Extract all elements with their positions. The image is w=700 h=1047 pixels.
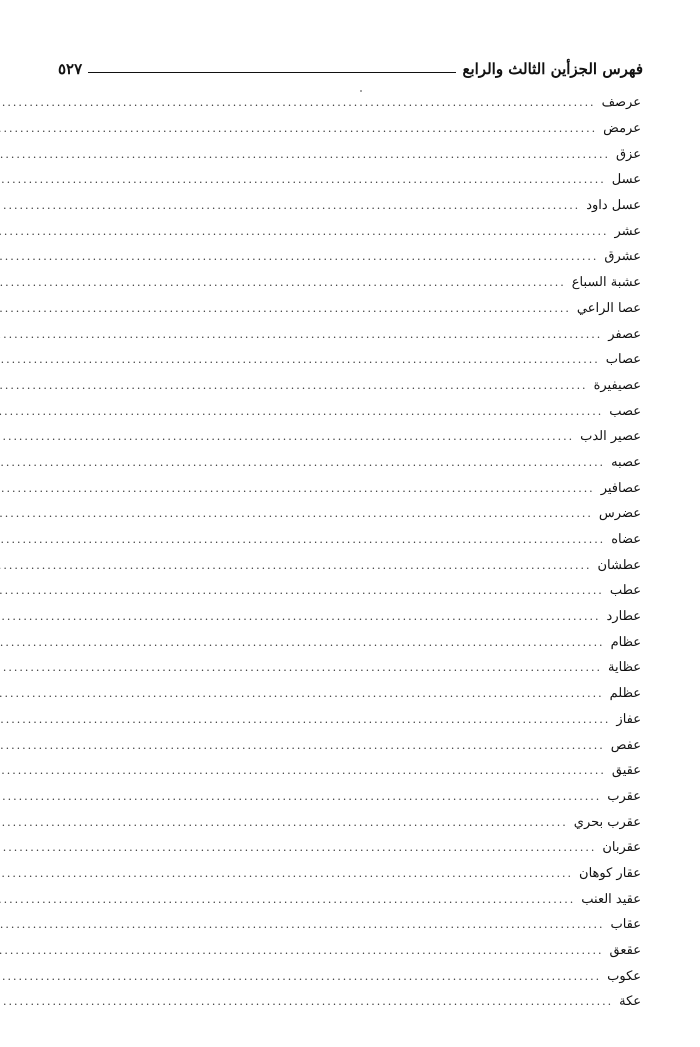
entry-name: عصبه [611,454,641,470]
dot-leader [0,302,574,315]
entry-name: عضرس [598,506,641,522]
entry-name: عصيفيرة [593,377,641,393]
entry-name: عرمض [603,121,641,137]
entry-name: عفاز [616,711,641,727]
index-columns [58,90,643,1010]
entry-name: عصب [609,403,641,419]
header-title: فهرس الجزأين الثالث والرابع [462,60,643,78]
entry-name: عصفر [608,326,641,342]
entry-name: عصا الراعي [576,300,641,316]
entry-name: عزق [615,146,641,162]
entry-name: عقرب [607,788,641,804]
entry-name: عكة [619,994,641,1010]
entry-name: عظلم [609,686,641,702]
entry-name: عصاب [605,352,641,368]
index-entry [0,784,641,810]
index-entry [0,373,641,399]
index-entry [0,578,641,604]
dot-leader [0,276,569,289]
dot-leader [0,148,613,161]
dot-leader [0,918,607,931]
dot-leader [0,430,577,443]
index-entry [0,475,641,501]
index-entry [0,321,641,347]
dot-leader [0,456,608,469]
entry-name: عطب [609,583,641,599]
index-entry [0,604,641,630]
index-entry [0,732,641,758]
entry-name: عقربان [602,840,641,856]
dot-leader [0,328,605,341]
entry-name: عقعق [609,943,641,959]
dot-leader [0,405,606,418]
index-entry [0,270,641,296]
dot-leader [0,944,607,957]
index-entry [0,707,641,733]
index-entry [0,450,641,476]
dot-leader [0,559,594,572]
index-entry [0,116,641,142]
dot-leader [0,610,604,623]
index-column-1 [0,90,643,1010]
index-entry [0,424,641,450]
entry-name: عسل [611,172,641,188]
dot-leader [0,507,596,520]
index-entry [0,244,641,270]
index-entry [0,552,641,578]
dot-leader [0,636,608,649]
index-entry [0,835,641,861]
entry-name: عضاه [611,532,641,548]
index-entry [0,963,641,989]
entry-name: عقيد العنب [581,891,641,907]
dot-leader [0,893,578,906]
entry-name: عطارد [606,609,641,625]
entry-name: عقيق [611,763,641,779]
page-number: ٥٢٧ [58,60,83,78]
index-entry [0,809,641,835]
dot-leader [0,122,600,135]
dot-leader [0,225,611,238]
dot-leader [0,353,603,366]
dot-leader [0,661,605,674]
entry-name: عشرق [604,249,641,265]
dot-leader [0,867,576,880]
entry-name: عشر [614,223,641,239]
dot-leader [0,764,609,777]
dot-leader [0,96,599,109]
index-entry [0,398,641,424]
index-entry [0,989,641,1015]
index-entry [0,296,641,322]
entry-name: عصافير [600,480,641,496]
index-entry [0,167,641,193]
index-entry [0,501,641,527]
dot-leader [0,790,604,803]
dot-leader [0,739,608,752]
running-header [58,52,643,78]
entry-name: عظام [610,634,641,650]
entry-name: عشبة السباع [571,275,641,291]
index-entry [0,681,641,707]
dot-leader [0,199,583,212]
dot-leader [0,173,609,186]
index-entry [0,629,641,655]
entry-name: عظاية [608,660,641,676]
entry-name: عفص [610,737,641,753]
index-entry [0,90,641,116]
index-entry [0,758,641,784]
index-page [58,52,643,1010]
entry-name: عطشان [597,557,641,573]
dot-leader [0,379,591,392]
index-entry [0,886,641,912]
index-entry [0,141,641,167]
index-entry [0,527,641,553]
index-entry [0,193,641,219]
entry-name: عرصف [601,95,641,111]
dot-leader [0,841,599,854]
dot-leader [0,995,616,1008]
dot-leader [0,584,607,597]
index-entry [0,347,641,373]
entry-name: عقار كوهان [579,865,641,881]
index-entry [0,938,641,964]
entry-name: عكوب [607,968,641,984]
dot-leader [0,970,604,983]
index-entry [0,655,641,681]
index-entry [0,912,641,938]
dot-leader [0,816,571,829]
dot-leader [0,250,601,263]
index-entry [0,218,641,244]
dot-leader [0,533,608,546]
entry-name: عسل داود [586,198,641,214]
dot-leader [0,482,598,495]
dot-leader [0,687,607,700]
dot-leader [0,713,613,726]
entry-name: عقاب [610,917,641,933]
index-entry [0,861,641,887]
header-rule [88,72,456,73]
entry-name: عصير الدب [580,429,641,445]
entry-name: عقرب بحري [573,814,641,830]
